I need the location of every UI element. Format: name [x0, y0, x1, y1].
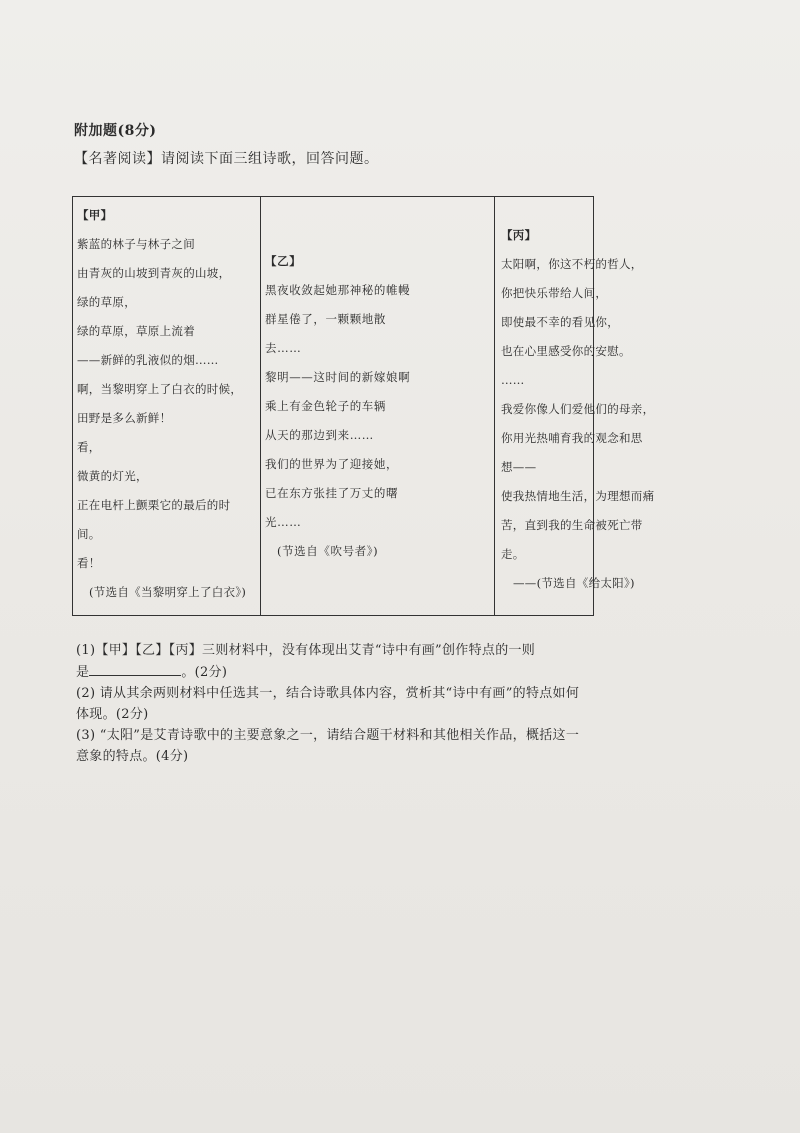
- poem-line: 已在东方张挂了万丈的曙: [265, 486, 399, 500]
- poem-label-yi: 【乙】: [265, 254, 302, 268]
- poem-column-yi: [261, 197, 495, 615]
- poem-line: 看，: [77, 440, 101, 454]
- poem-line: 从天的那边到来……: [265, 428, 374, 442]
- poem-line: 由青灰的山坡到青灰的山坡，: [77, 266, 231, 280]
- poem-line: 你用光热哺育我的观念和思: [501, 431, 643, 445]
- poem-line: 微黄的灯光，: [77, 469, 148, 483]
- poem-line: 你把快乐带给人间，: [501, 286, 608, 300]
- poem-label-bing: 【丙】: [501, 228, 537, 242]
- poem-source-bing: ——(节选自《给太阳》): [513, 576, 635, 590]
- question-1-suffix: 。(2分): [181, 665, 228, 680]
- poem-line: 绿的草原，: [77, 295, 136, 309]
- poem-line: 紫蓝的林子与林子之间: [77, 237, 195, 251]
- poem-line: 光……: [265, 515, 302, 529]
- poem-label-jia: 【甲】: [77, 208, 113, 222]
- poem-line: 去……: [265, 341, 302, 355]
- poem-line: 也在心里感受你的安慰。: [501, 344, 631, 358]
- question-1-line-2: [76, 661, 616, 683]
- question-1-prefix: 是: [76, 665, 90, 680]
- section-instruction: 【名著阅读】请阅读下面三组诗歌，回答问题。: [74, 151, 379, 167]
- poem-line: 苦，直到我的生命被死亡带: [501, 518, 643, 532]
- poem-source-jia: (节选自《当黎明穿上了白衣》): [89, 585, 247, 599]
- poem-line: 群星倦了，一颗颗地散: [265, 312, 386, 326]
- poem-line: 绿的草原，草原上流着: [77, 324, 195, 338]
- poem-line: 太阳啊，你这不朽的哲人，: [501, 257, 643, 271]
- answer-blank[interactable]: [89, 661, 181, 676]
- poem-line: 啊，当黎明穿上了白衣的时候，: [77, 382, 243, 396]
- poem-line: 间。: [77, 527, 101, 541]
- poem-line: 黎明——这时间的新嫁娘啊: [265, 370, 411, 384]
- poem-line: 黑夜收敛起她那神秘的帷幔: [265, 283, 411, 297]
- poem-line: 正在电杆上颤栗它的最后的时: [77, 498, 231, 512]
- poem-table: [72, 196, 655, 616]
- poem-line: ……: [501, 373, 525, 387]
- poem-line: 想——: [501, 460, 537, 474]
- poem-line: 使我热情地生活，为理想而痛: [501, 489, 655, 503]
- poem-source-yi: (节选自《吹号者》): [277, 544, 379, 558]
- question-1-line-1: (1)【甲】【乙】【丙】三则材料中，没有体现出艾青“诗中有画”创作特点的一则: [76, 643, 536, 658]
- poem-line: ——新鲜的乳液似的烟……: [77, 353, 219, 367]
- question-3-line-2: 意象的特点。(4分): [76, 749, 189, 764]
- poem-line: 即使最不幸的看见你，: [501, 315, 619, 329]
- poem-column-jia: [73, 197, 261, 615]
- question-2-line-2: 体现。(2分): [76, 707, 149, 722]
- poem-line: 乘上有金色轮子的车辆: [265, 399, 386, 413]
- section-title: 附加题(8分): [74, 123, 157, 139]
- question-3-line-1: (3) “太阳”是艾青诗歌中的主要意象之一，请结合题干材料和其他相关作品，概括这一: [76, 728, 580, 743]
- poem-line: 我们的世界为了迎接她，: [265, 457, 399, 471]
- poem-line: 我爱你像人们爱他们的母亲，: [501, 402, 655, 416]
- question-list: [76, 640, 616, 767]
- poem-column-bing: [495, 197, 665, 615]
- poem-line: 看！: [77, 556, 101, 570]
- question-2-line-1: (2) 请从其余两则材料中任选其一，结合诗歌具体内容，赏析其“诗中有画”的特点如何: [76, 686, 580, 701]
- poem-line: 走。: [501, 547, 525, 561]
- poem-line: 田野是多么新鲜！: [77, 411, 172, 425]
